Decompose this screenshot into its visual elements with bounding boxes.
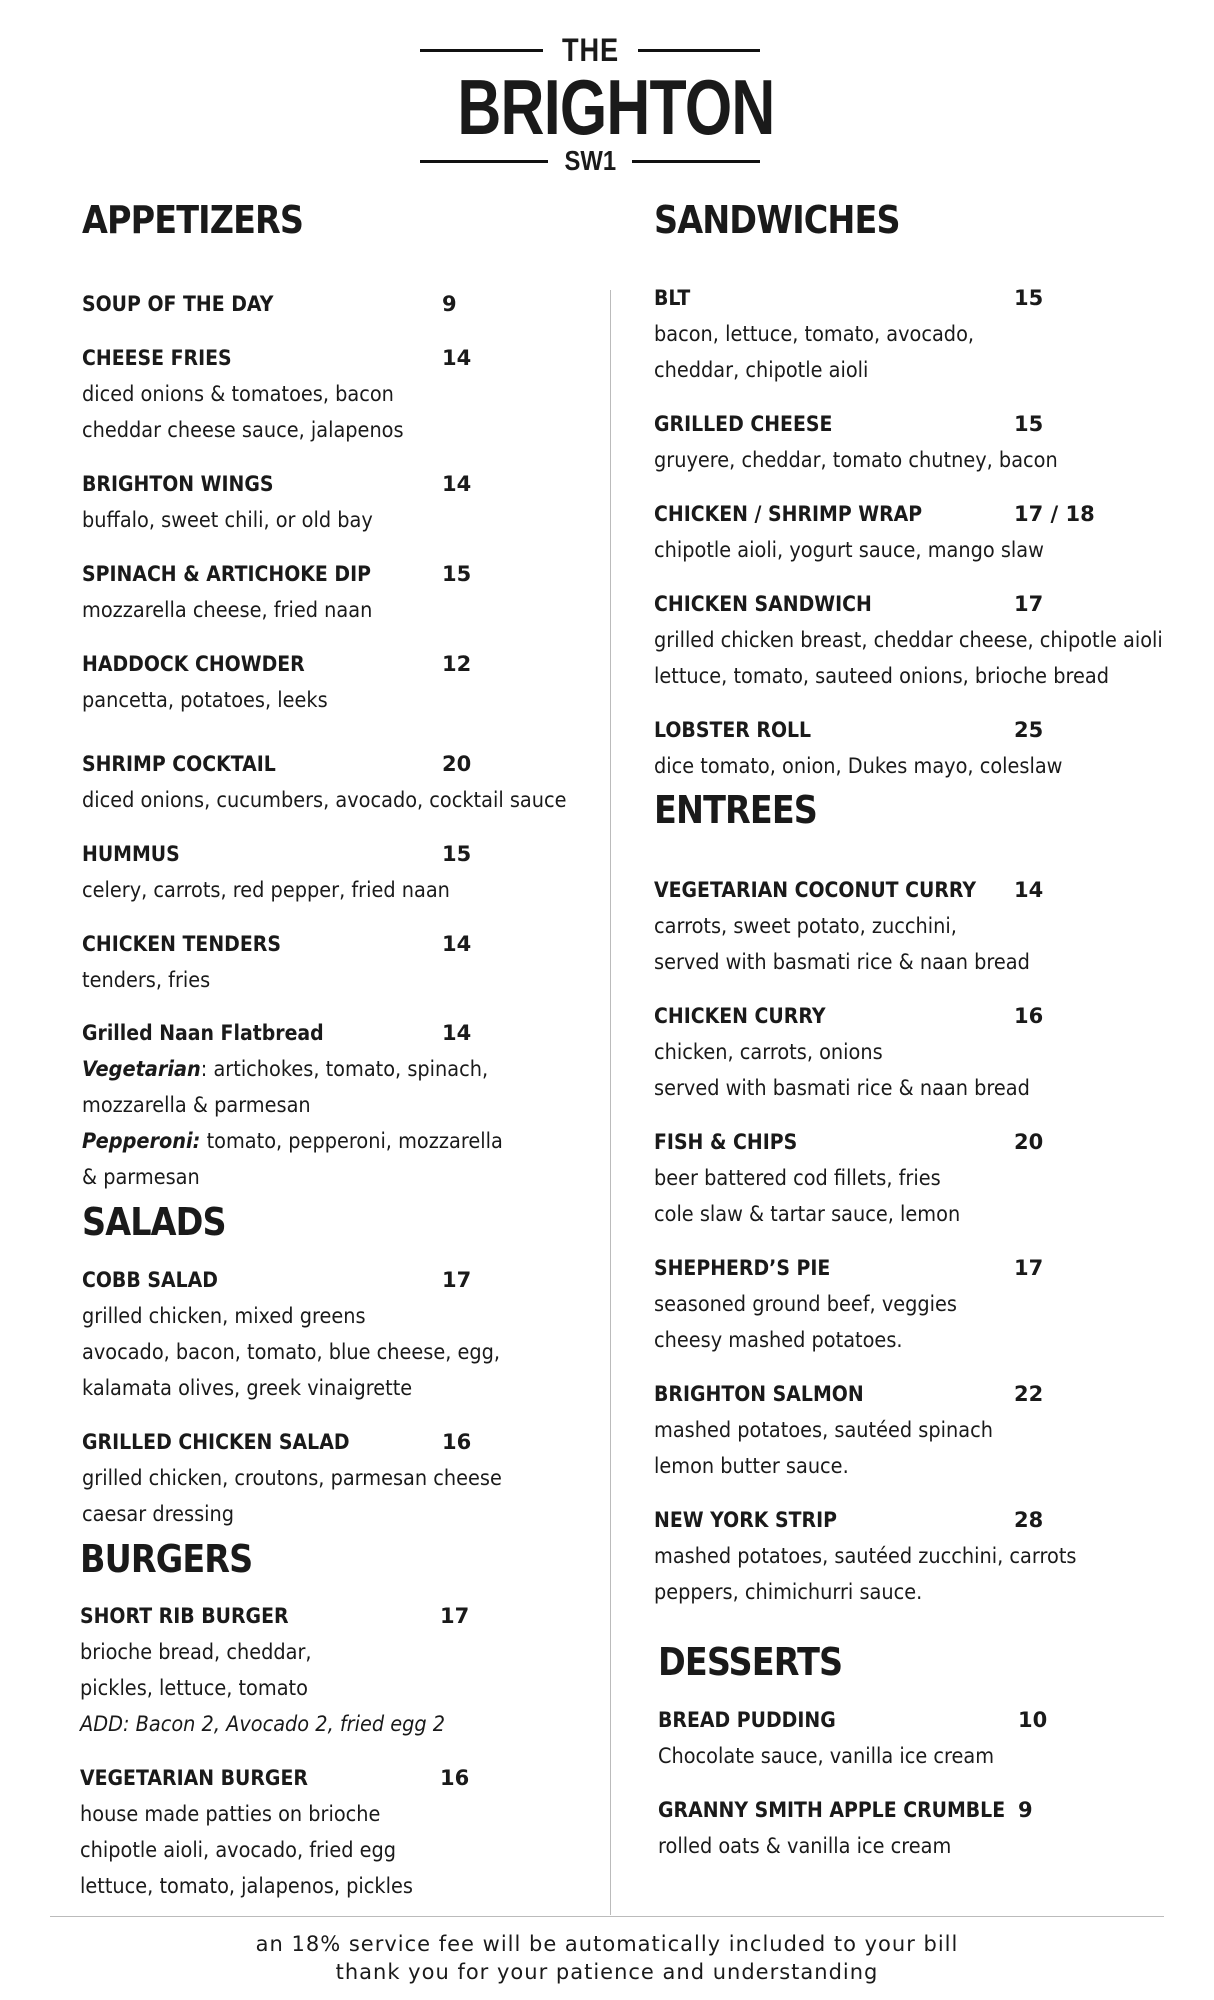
item-desc: chipotle aioli, avocado, fried egg [80, 1838, 397, 1862]
item-name: LOBSTER ROLL [654, 718, 812, 742]
item-desc: caesar dressing [82, 1502, 235, 1526]
item-desc: seasoned ground beef, veggies [654, 1292, 958, 1316]
item-price: 25 [1014, 718, 1044, 742]
item-name: FISH & CHIPS [654, 1130, 798, 1154]
footer-thanks: thank you for your patience and understanding [335, 1960, 879, 1984]
heading-entrees: ENTREES [654, 788, 818, 832]
item-price: 9 [442, 292, 457, 316]
item-name: BRIGHTON WINGS [82, 472, 274, 496]
menu-item-entrees [654, 998, 1214, 1106]
item-desc: dice tomato, onion, Dukes mayo, coleslaw [654, 754, 1063, 778]
item-desc: lettuce, tomato, sauteed onions, brioche bread [654, 664, 1109, 688]
item-desc: peppers, chimichurri sauce. [654, 1580, 923, 1604]
menu-item-entrees [654, 1250, 1214, 1358]
menu-item-desserts [658, 1702, 1214, 1774]
item-name: CHEESE FRIES [82, 346, 232, 370]
menu-item-sandwiches [654, 712, 1214, 784]
item-price: 14 [442, 1021, 472, 1045]
menu-item-flatbread [82, 1015, 642, 1195]
item-name: HUMMUS [82, 842, 180, 866]
item-desc: grilled chicken, mixed greens [82, 1304, 366, 1328]
item-desc: diced onions, cucumbers, avocado, cocktail sauce [82, 788, 567, 812]
footer-service-fee: an 18% service fee will be automatically included to your bill [255, 1932, 959, 1956]
item-name: SPINACH & ARTICHOKE DIP [82, 562, 371, 586]
item-desc: cheddar cheese sauce, jalapenos [82, 418, 404, 442]
item-price: 15 [1014, 286, 1044, 310]
item-desc: Chocolate sauce, vanilla ice cream [658, 1744, 995, 1768]
item-desc: pancetta, potatoes, leeks [82, 688, 328, 712]
item-desc: cheddar, chipotle aioli [654, 358, 869, 382]
item-name: HADDOCK CHOWDER [82, 652, 305, 676]
item-desc: carrots, sweet potato, zucchini, [654, 914, 957, 938]
item-name: VEGETARIAN COCONUT CURRY [654, 878, 977, 902]
menu-item-appetizers [82, 746, 642, 818]
item-desc: buffalo, sweet chili, or old bay [82, 508, 373, 532]
item-desc: mashed potatoes, sautéed zucchini, carrots [654, 1544, 1077, 1568]
heading-burgers: BURGERS [80, 1537, 253, 1581]
item-name: BREAD PUDDING [658, 1708, 836, 1732]
item-desc: lettuce, tomato, jalapenos, pickles [80, 1874, 413, 1898]
menu-item-appetizers [82, 286, 642, 322]
item-price: 20 [1014, 1130, 1044, 1154]
item-desc: beer battered cod fillets, fries [654, 1166, 941, 1190]
brand-logo [420, 30, 775, 176]
heading-sandwiches: SANDWICHES [654, 198, 900, 242]
menu-item-entrees [654, 1124, 1214, 1232]
item-desc: mashed potatoes, sautéed spinach [654, 1418, 993, 1442]
item-price: 14 [442, 472, 472, 496]
heading-appetizers: APPETIZERS [82, 198, 304, 242]
item-desc: served with basmati rice & naan bread [654, 1076, 1030, 1100]
item-desc: mozzarella cheese, fried naan [82, 598, 373, 622]
item-desc: celery, carrots, red pepper, fried naan [82, 878, 450, 902]
heading-desserts: DESSERTS [658, 1640, 843, 1684]
menu-item-appetizers [82, 836, 642, 908]
item-name: VEGETARIAN BURGER [80, 1766, 308, 1790]
menu-item-salads [82, 1262, 642, 1406]
item-price: 17 [1014, 1256, 1044, 1280]
item-price: 10 [1018, 1708, 1048, 1732]
item-name: Grilled Naan Flatbread [82, 1021, 324, 1045]
item-desc: grilled chicken, croutons, parmesan cheese [82, 1466, 502, 1490]
item-price: 14 [442, 932, 472, 956]
item-name: CHICKEN SANDWICH [654, 592, 872, 616]
item-price: 15 [442, 562, 472, 586]
item-desc: brioche bread, cheddar, [80, 1640, 312, 1664]
item-desc: & parmesan [82, 1165, 200, 1189]
item-desc: lemon butter sauce. [654, 1454, 849, 1478]
item-name: SHEPHERD’S PIE [654, 1256, 831, 1280]
item-desc: house made patties on brioche [80, 1802, 381, 1826]
menu-item-entrees [654, 1376, 1214, 1484]
menu-item-burgers [80, 1760, 640, 1904]
item-desc: avocado, bacon, tomato, blue cheese, egg, [82, 1340, 501, 1364]
item-name: CHICKEN CURRY [654, 1004, 826, 1028]
menu-item-sandwiches [654, 280, 1214, 388]
item-desc: bacon, lettuce, tomato, avocado, [654, 322, 975, 346]
item-price: 22 [1014, 1382, 1044, 1406]
item-name: BLT [654, 286, 691, 310]
item-price: 9 [1018, 1798, 1033, 1822]
menu-item-appetizers [82, 340, 642, 448]
item-price: 17 [1014, 592, 1044, 616]
item-name: CHICKEN TENDERS [82, 932, 281, 956]
logo-the: THE [561, 32, 619, 68]
item-desc: served with basmati rice & naan bread [654, 950, 1030, 974]
item-desc: gruyere, cheddar, tomato chutney, bacon [654, 448, 1058, 472]
item-desc: Pepperoni: tomato, pepperoni, mozzarella [82, 1129, 503, 1153]
item-name: GRILLED CHICKEN SALAD [82, 1430, 350, 1454]
item-price: 20 [442, 752, 472, 776]
item-name: GRANNY SMITH APPLE CRUMBLE [658, 1798, 1006, 1822]
menu-item-sandwiches [654, 586, 1214, 694]
item-desc: chicken, carrots, onions [654, 1040, 883, 1064]
item-desc: pickles, lettuce, tomato [80, 1676, 308, 1700]
menu-item-appetizers [82, 556, 642, 628]
item-name: BRIGHTON SALMON [654, 1382, 864, 1406]
heading-salads: SALADS [82, 1200, 226, 1244]
item-desc: cheesy mashed potatoes. [654, 1328, 903, 1352]
logo-name: BRIGHTON [457, 63, 775, 151]
item-price: 28 [1014, 1508, 1044, 1532]
item-name: COBB SALAD [82, 1268, 218, 1292]
item-desc: rolled oats & vanilla ice cream [658, 1834, 952, 1858]
item-desc: cole slaw & tartar sauce, lemon [654, 1202, 961, 1226]
menu-item-sandwiches [654, 496, 1214, 568]
item-name: GRILLED CHEESE [654, 412, 833, 436]
item-price: 16 [442, 1430, 472, 1454]
menu-item-salads [82, 1424, 642, 1532]
item-desc: kalamata olives, greek vinaigrette [82, 1376, 413, 1400]
item-desc: mozzarella & parmesan [82, 1093, 311, 1117]
item-desc: grilled chicken breast, cheddar cheese, chipotle aioli [654, 628, 1163, 652]
menu-item-entrees [654, 1502, 1214, 1610]
item-addons: ADD: Bacon 2, Avocado 2, fried egg 2 [80, 1712, 446, 1736]
item-name: SHRIMP COCKTAIL [82, 752, 276, 776]
item-price: 12 [442, 652, 472, 676]
item-name: NEW YORK STRIP [654, 1508, 837, 1532]
item-name: CHICKEN / SHRIMP WRAP [654, 502, 923, 526]
item-price: 14 [1014, 878, 1044, 902]
item-price: 15 [442, 842, 472, 866]
menu-item-entrees [654, 872, 1214, 980]
item-name: SOUP OF THE DAY [82, 292, 274, 316]
item-price: 17 / 18 [1014, 502, 1095, 526]
item-price: 16 [1014, 1004, 1044, 1028]
menu-item-appetizers [82, 926, 642, 998]
item-price: 17 [442, 1268, 472, 1292]
menu-item-desserts [658, 1792, 1214, 1864]
item-desc: chipotle aioli, yogurt sauce, mango slaw [654, 538, 1044, 562]
item-price: 16 [440, 1766, 470, 1790]
menu-item-sandwiches [654, 406, 1214, 478]
menu-item-appetizers [82, 466, 642, 538]
logo-sub: SW1 [564, 145, 616, 176]
item-price: 15 [1014, 412, 1044, 436]
menu-item-appetizers [82, 646, 642, 718]
item-desc: Vegetarian: artichokes, tomato, spinach, [82, 1057, 489, 1081]
menu-item-burgers [80, 1598, 640, 1742]
item-price: 14 [442, 346, 472, 370]
item-desc: tenders, fries [82, 968, 211, 992]
item-name: SHORT RIB BURGER [80, 1604, 289, 1628]
item-desc: diced onions & tomatoes, bacon [82, 382, 394, 406]
item-price: 17 [440, 1604, 470, 1628]
footer-divider [50, 1916, 1164, 1917]
